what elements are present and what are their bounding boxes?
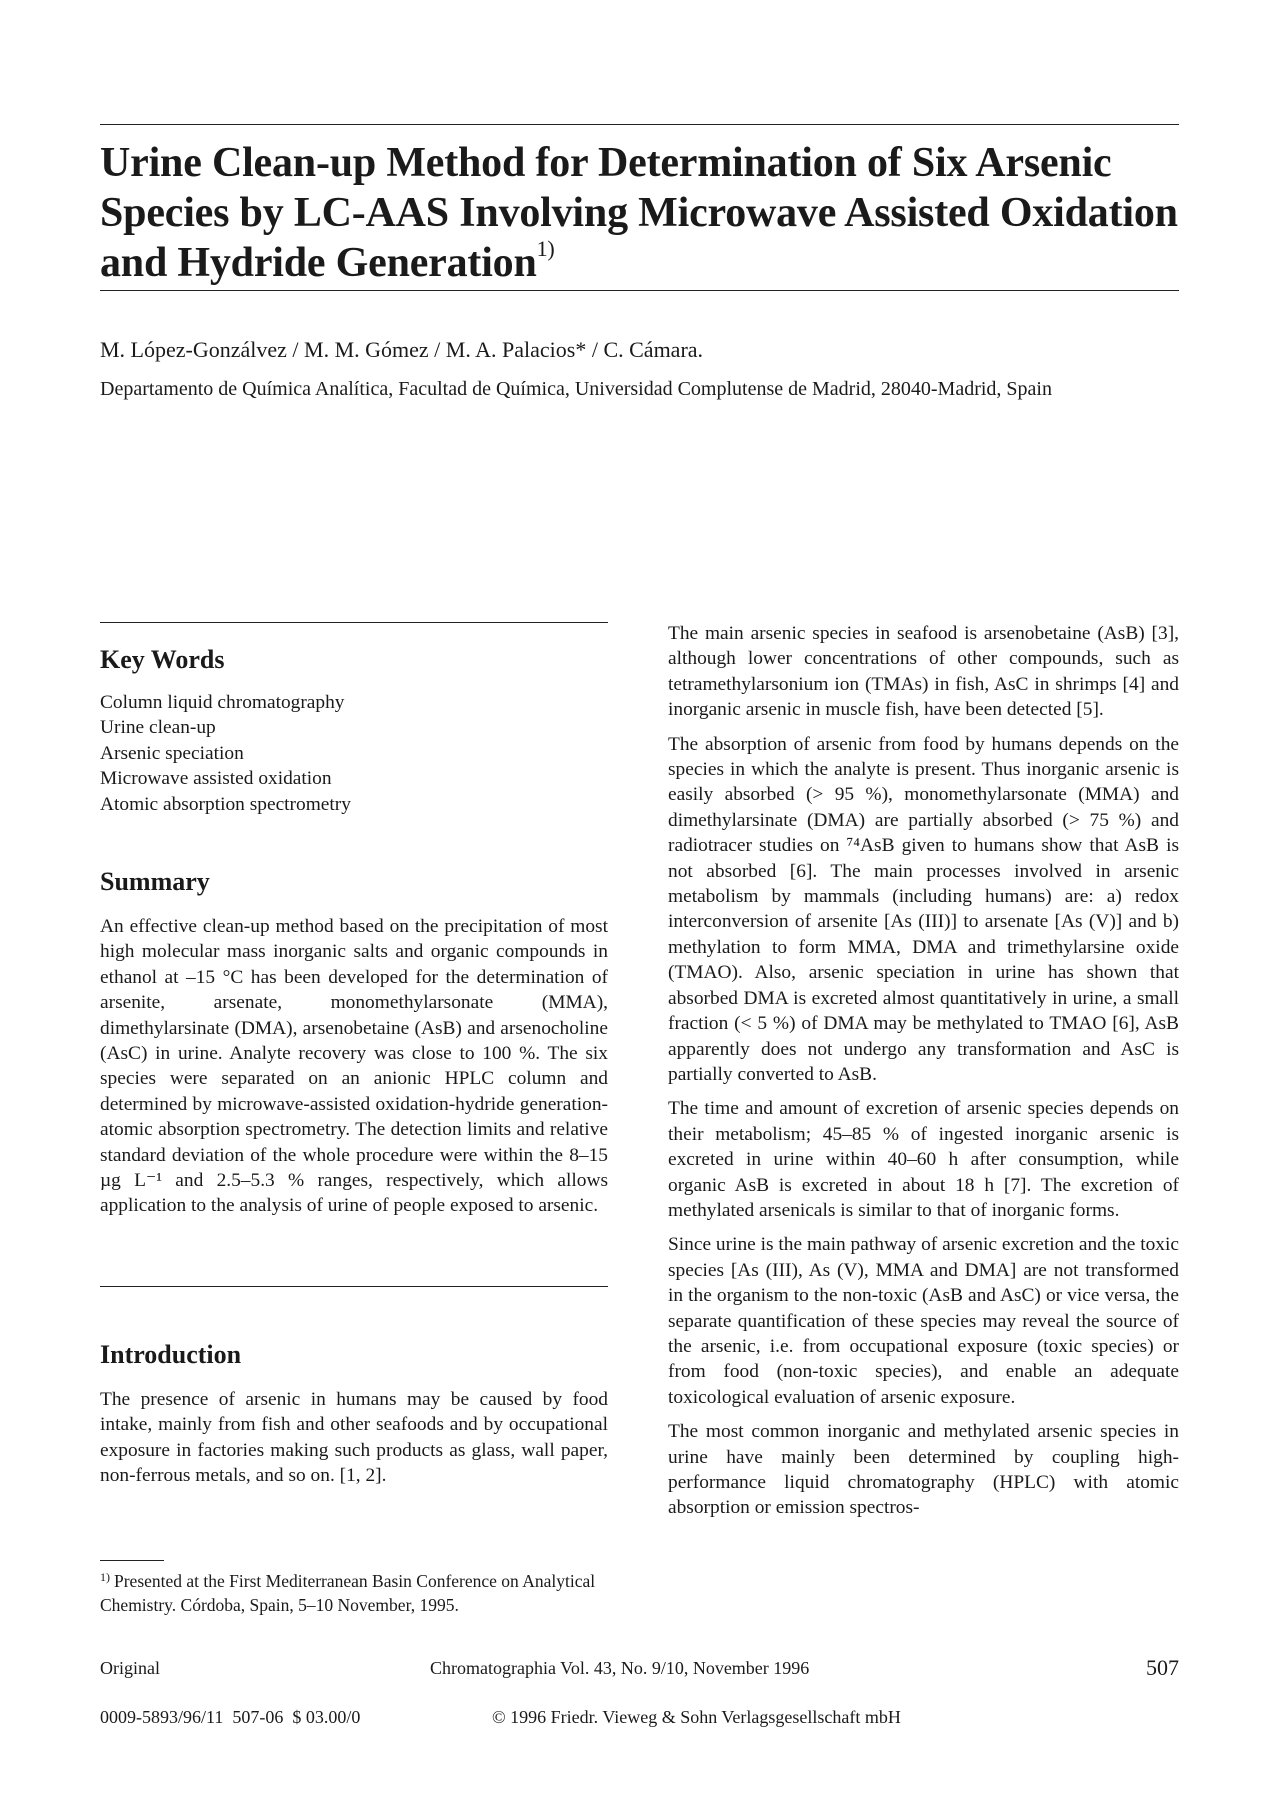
authors: M. López-Gonzálvez / M. M. Gómez / M. A. Palacios* / C. Cámara. xyxy=(100,337,704,362)
footnote-mark: 1) xyxy=(100,1570,110,1584)
title-bottom-rule xyxy=(100,290,1179,291)
introduction-text: The presence of arsenic in humans may be caused by food intake, mainly from fish and other seafoods and by occupational exposure in factories making such products as glass, wall paper, non-ferrous metals, and so on. [1, 2]. xyxy=(100,1389,608,1487)
keyword-item: Arsenic speciation xyxy=(100,742,244,764)
summary-text: An effective clean-up method based on the precipitation of most high molecular mass inorganic salts and organic compounds in ethanol at –15 °C has been developed for the determination of arsenite, arsenate, monomethylarsonate (MMA), dimethylarsinate (DMA), arsenobetaine (AsB) and arsenocholine (AsC) in urine. Analyte recovery was close to 100 %. The six species were separated on an anionic HPLC column and determined by microwave-assisted oxidation-hydride generation-atomic absorption spectrometry. The detection limits and relative standard deviation of the whole procedure were within the 8–15 µg L⁻¹ and 2.5–5.3 % ranges, respectively, which allows application to the analysis of urine of people exposed to arsenic. xyxy=(100,916,608,1217)
summary-bottom-rule xyxy=(100,1286,608,1287)
introduction-section xyxy=(100,1387,608,1489)
title-footnote-mark: 1) xyxy=(536,236,555,261)
keyword-item: Atomic absorption spectrometry xyxy=(100,793,351,815)
paper-title-text: Urine Clean-up Method for Determination of Six Arsenic Species by LC-AAS Involving Microwave Assisted Oxidation and Hydride Generation xyxy=(100,140,1178,286)
paragraph: The main arsenic species in seafood is arsenobetaine (AsB) [3], although lower concentrations of other compounds, such as tetramethylarsonium ion (TMAs) in fish, AsC in shrimps [4] and inorganic arsenic in muscle fish, have been detected [5]. xyxy=(668,623,1179,721)
paragraph: The most common inorganic and methylated arsenic species in urine have mainly been determined by coupling high-performance liquid chromatography (HPLC) with atomic absorption or emission spectros- xyxy=(668,1421,1179,1519)
affiliation: Departamento de Química Analítica, Facultad de Química, Universidad Complutense de Madrid, 28040-Madrid, Spain xyxy=(100,378,1052,400)
journal-citation: Chromatographia Vol. 43, No. 9/10, November 1996 xyxy=(430,1658,810,1678)
keywords-list xyxy=(100,690,351,817)
title-top-rule xyxy=(100,124,1179,125)
article-type: Original xyxy=(100,1658,160,1678)
keyword-item: Microwave assisted oxidation xyxy=(100,768,332,790)
keywords-top-rule xyxy=(100,622,608,623)
paragraph: The time and amount of excretion of arsenic species depends on their metabolism; 45–85 % of ingested inorganic arsenic is excreted in urine within 40–60 h after consumption, while organic AsB is excreted in about 18 h [7]. The excretion of methylated arsenicals is similar to that of inorganic forms. xyxy=(668,1098,1179,1221)
introduction-heading: Introduction xyxy=(100,1340,242,1369)
right-column xyxy=(668,621,1179,1521)
summary-heading: Summary xyxy=(100,867,210,896)
article-code: 0009-5893/96/11 507-06 $ 03.00/0 xyxy=(100,1707,361,1727)
keywords-heading: Key Words xyxy=(100,645,225,674)
footnote-rule xyxy=(100,1560,164,1561)
paper-title xyxy=(100,138,1180,288)
keyword-item: Column liquid chromatography xyxy=(100,692,345,713)
paragraph: The absorption of arsenic from food by humans depends on the species in which the analyte is present. Thus inorganic arsenic is easily absorbed (> 95 %), monomethylarsonate (MMA) and dimethylarsinate (DMA) are partially absorbed (> 75 %) and radiotracer studies on ⁷⁴AsB given to humans show that AsB is not absorbed [6]. The main processes involved in arsenic metabolism by mammals (including humans) are: a) redox interconversion of arsenite [As (III)] to arsenate [As (V)] and b) methylation to form MMA, DMA and trimethylarsine oxide (TMAO). Also, arsenic speciation in urine has shown that absorbed DMA is excreted almost quantitatively in urine, a small fraction (< 5 %) of DMA may be methylated to TMAO [6], AsB apparently does not undergo any transformation and AsC is partially converted to AsB. xyxy=(668,733,1179,1085)
summary-section xyxy=(100,914,608,1219)
footnote xyxy=(100,1565,610,1617)
keyword-item: Urine clean-up xyxy=(100,717,216,739)
footnote-text: Presented at the First Mediterranean Basin Conference on Analytical Chemistry. Córdoba, Spain, 5–10 November, 1995. xyxy=(100,1571,596,1615)
page-number: 507 xyxy=(1146,1655,1179,1680)
copyright: © 1996 Friedr. Vieweg & Sohn Verlagsgesellschaft mbH xyxy=(492,1707,901,1727)
paragraph: Since urine is the main pathway of arsenic excretion and the toxic species [As (III), As (V), MMA and DMA] are not transformed in the organism to the non-toxic (AsB and AsC) or vice versa, the separate quantification of these species may reveal the source of the arsenic, i.e. from occupational exposure (toxic species) or from food (non-toxic species), and enable an adequate toxicological evaluation of arsenic exposure. xyxy=(668,1234,1179,1408)
